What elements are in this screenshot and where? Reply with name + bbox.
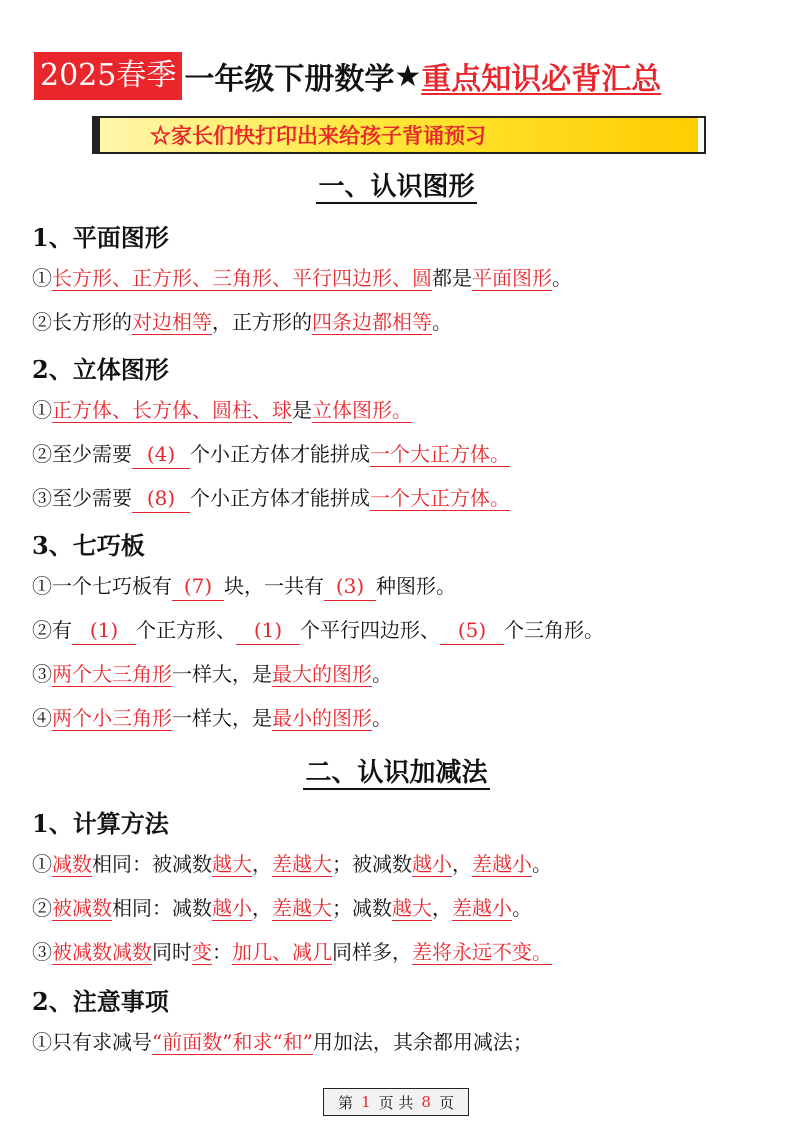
page-indicator: 第 1 页 共 8 页	[323, 1088, 469, 1116]
season-badge: 2025春季	[34, 52, 182, 100]
line-tangram-2: ②有 (1) 个正方形、 (1) 个平行四边形、 (5) 个三角形。	[32, 616, 604, 645]
line-tangram-4: ④两个小三角形一样大，是最小的图形。	[32, 706, 392, 730]
line-solid-3: ③至少需要 (8) 个小正方体才能拼成一个大正方体。	[32, 484, 510, 513]
subheading-methods: 1、计算方法	[32, 809, 169, 838]
section-2-heading: 二、认识加减法	[305, 758, 488, 788]
line-solid-1: ①正方体、长方体、圆柱、球是立体图形。	[32, 398, 412, 422]
total-pages: 8	[421, 1093, 431, 1111]
title-main: 一年级下册数学	[184, 62, 395, 97]
subheading-plane-shapes: 1、平面图形	[32, 223, 169, 252]
line-tangram-1: ①一个七巧板有 (7) 块，一共有 (3) 种图形。	[32, 572, 456, 601]
section-1-heading: 一、认识图形	[318, 172, 475, 202]
line-tangram-3: ③两个大三角形一样大，是最大的图形。	[32, 662, 392, 686]
subheading-tangram: 3、七巧板	[32, 531, 145, 560]
parent-banner	[92, 116, 706, 154]
line-plane-1: ①长方形、正方形、三角形、平行四边形、圆都是平面图形。	[32, 266, 572, 290]
star-icon: ★	[394, 58, 422, 94]
banner-text: ☆家长们快打印出来给孩子背诵预习	[150, 123, 486, 148]
line-method-2: ②被减数相同：减数越小，差越大；减数越大，差越小。	[32, 896, 532, 920]
current-page: 1	[361, 1093, 371, 1111]
title-highlight: 重点知识必背汇总	[421, 62, 662, 97]
subheading-notes: 2、注意事项	[32, 987, 169, 1016]
document-title	[34, 50, 661, 102]
line-plane-2: ②长方形的对边相等，正方形的四条边都相等。	[32, 310, 452, 334]
line-note-1: ①只有求减号“前面数”和求“和”用加法，其余都用减法；	[32, 1030, 533, 1054]
line-solid-2: ②至少需要 (4) 个小正方体才能拼成一个大正方体。	[32, 440, 510, 469]
line-method-3: ③被减数减数同时变：加几、减几同样多，差将永远不变。	[32, 940, 552, 964]
subheading-solid-shapes: 2、立体图形	[32, 355, 169, 384]
line-method-1: ①减数相同：被减数越大，差越大；被减数越小，差越小。	[32, 852, 552, 876]
